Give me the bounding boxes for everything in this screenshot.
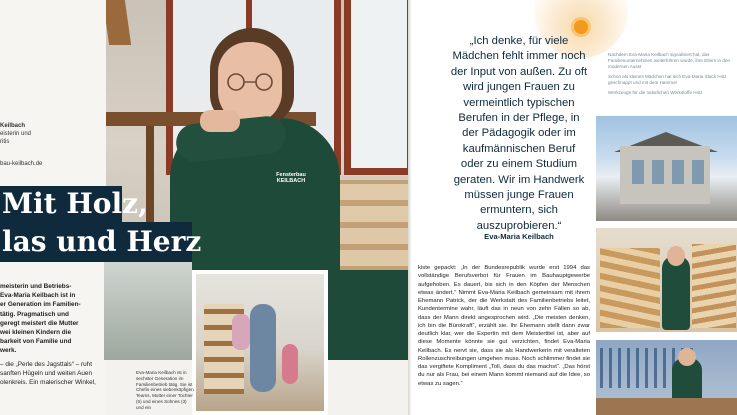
body-line: olenkreis. Ein malerischer Winkel, — [0, 379, 96, 387]
intro-line: meisterin und Betriebs- — [0, 283, 72, 290]
building-window — [692, 160, 704, 184]
body-line: sanften Hügeln und weiten Auen — [0, 369, 93, 377]
intro-line: wei kleinen Kindern die — [0, 329, 72, 337]
photo-caption: Eva-Maria Keilbach ist in sechster Generation im Familienbetrieb tätig. Sie ist Chefin eines siebenköpfigen Teams, Mutter einer Tochter (5) und eines Sohnes (3) und ein — [136, 370, 194, 410]
headline-line-1: Mit Holz, — [2, 187, 148, 220]
intro-line: geregt meistert die Mutter — [0, 319, 79, 327]
lumber-storage-photo — [596, 228, 737, 332]
side-note: Schon als kleines Mädchen hat sich Eva-Maria Stück Holz geschnappt und mit dem Hammer — [608, 74, 727, 86]
intro-line: tätig. Pragmatisch und — [0, 310, 69, 318]
sweater-logo: Fensterbau KEILBACH — [276, 172, 306, 184]
workbench — [596, 398, 737, 415]
intro-line: barkeit von Familie und — [0, 338, 72, 346]
sweater-detail — [328, 270, 410, 360]
window — [344, 0, 410, 175]
building-window — [672, 160, 684, 184]
tool-wall-photo — [596, 340, 737, 415]
headline-line-2: las und Herz — [2, 225, 202, 258]
mother — [250, 304, 276, 392]
contact-info — [0, 122, 104, 168]
side-note: Werkzeuge für die natürlichen Werkstoffe Holz — [608, 90, 703, 96]
wooden-beam — [106, 0, 131, 45]
article-body: kiste gepackt: „In der Bundesrepublik wurde erst 1994 das vollständige Berufsverbot für Frauen im Bauhauptgewerbe aufgehoben. Es dauert, bis sich in den Köpfen der Menschen etwas ändert.“ Nimmt Eva-Maria Keilbach gemeinsam mit ihrem Ehemann Patrick, der die Werkstatt des Familienbetriebs leitet, Kundentermine wahr, läuft das in neun von zehn Fällen so ab, dass der Mann direkt angesprochen wird. „Die meisten denken, ich bin die Bürokraft“, erzählt sie. Ihr Ehemann stellt dann zwar deutlich klar, wer die Expertin mit dem Meistertitel ist, aber auf diese Momente könnte sie gut verzichten, findet Eva-Maria Keilbach. Es nervt sie, dass sie als Handwerkerin mit veralteten Rollenzuschreibungen umgehen muss. Noch schlimmer findet sie das vergiftete Kompliment „Toll, dass du das machst“. „Das hörst du nur als Frau, bei einem Mann kommt niemand auf die Idee, so etwas zu sagen.“ — [418, 265, 590, 387]
child — [232, 314, 250, 350]
woman-figure — [662, 256, 690, 330]
quote-author: Eva-Maria Keilbach — [484, 232, 554, 241]
company-building-photo — [596, 116, 737, 221]
side-note: Nachdem Eva-Maria Keilbach signalisiert hat, das Familienunternehmen weiterführen wurde, ihre Eltern in den modernen Ausst — [608, 52, 731, 70]
body-line: – die „Perle des Jagsttals“ – ruht — [0, 360, 92, 368]
hands — [200, 110, 240, 132]
contact-line2: ritis — [0, 139, 10, 145]
contact-line1: eisterin und — [0, 131, 32, 137]
contact-url[interactable]: bau-keilbach.de — [0, 161, 43, 167]
wood-stack — [692, 244, 736, 328]
sun-icon — [574, 20, 588, 34]
family-photo — [192, 270, 328, 415]
building-window — [652, 160, 664, 184]
contact-name: Keilbach — [0, 123, 26, 129]
intro-line: er Generation im Familien- — [0, 301, 81, 309]
workshop-photo — [104, 262, 192, 360]
intro-text — [0, 282, 104, 387]
intro-line: Eva-Maria Keilbach ist in — [0, 292, 76, 300]
building-window — [632, 160, 644, 184]
woman-head — [667, 246, 685, 266]
child — [282, 344, 298, 384]
wood-stack — [600, 248, 660, 328]
side-notes — [608, 52, 737, 97]
woman-head — [678, 348, 696, 366]
glasses-icon — [219, 72, 281, 92]
pull-quote: „Ich denke, für viele Mädchen fehlt immer noch der Input von außen. Zu oft wird jungen Frauen zu vermeintlich typischen Berufen in der Pflege, in der Pädagogik oder im kaufmännischen Beruf oder zu einem Studium geraten. Wir im Handwerk müssen junge Frauen ermuntern, sich auszuprobieren.“ — [450, 35, 588, 232]
intro-line: werk. — [0, 347, 17, 355]
